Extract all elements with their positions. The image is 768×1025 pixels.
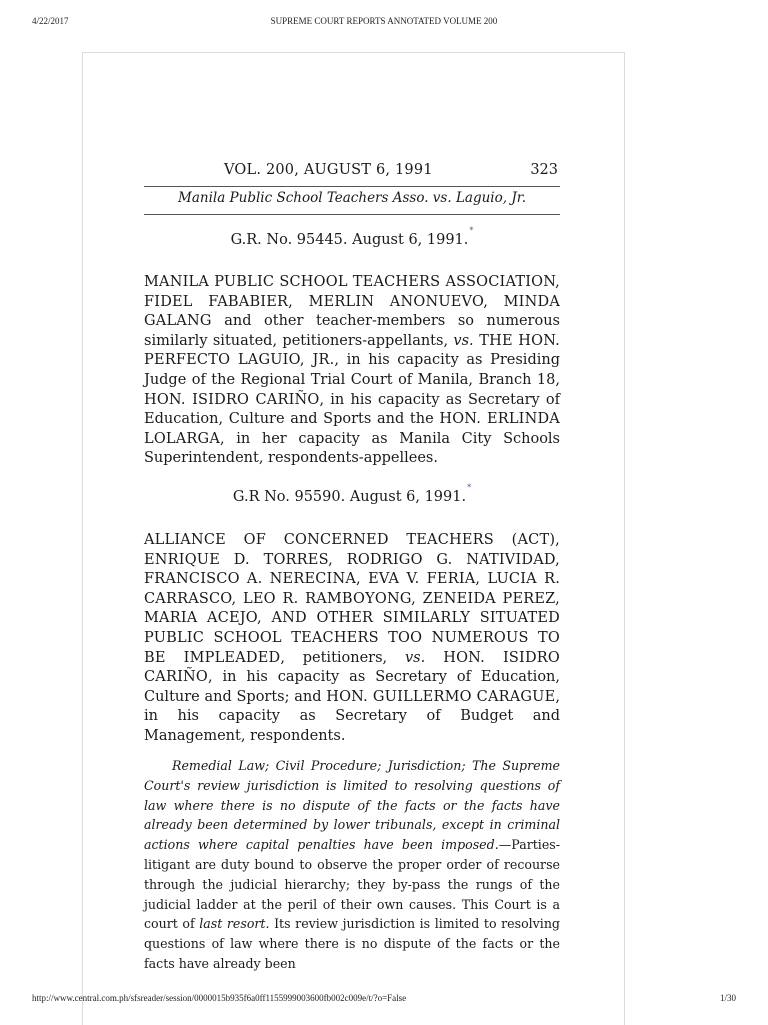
parties-text-2c: , in his capacity as Secretary of Budget and Management, respondents. (144, 688, 560, 744)
page-number: 323 (530, 162, 558, 178)
respondent-name-1a: THE HON. PERFECTO LAGUIO, JR. (144, 332, 560, 369)
print-page-count: 1/30 (719, 993, 736, 1003)
syllabus-body-2: Its review jurisdiction is limited to resolving questions of law where there is no dispute of the facts or the facts have already been (144, 916, 560, 971)
gr-number-2-text: G.R No. 95590. August 6, 1991. (232, 489, 467, 505)
parties-case-1 (144, 273, 560, 469)
parties-text-2b: , in his capacity as Secretary of Education, Culture and Sports; and (144, 669, 560, 705)
syllabus-body-italic: last resort. (199, 916, 270, 932)
print-header (0, 16, 768, 30)
syllabus-paragraph (144, 756, 560, 974)
footnote-link-1[interactable]: * (469, 226, 474, 235)
parties-text-1d: , in her capacity as Manila City Schools Superintendent, respondents-appellees. (144, 430, 560, 467)
syllabus-body-1: —Parties-litigant are duty bound to observe the proper order of recourse through the judicial hierarchy; they by-pass the rungs of the judicial ladder at the peril of their own causes. This Court is a court of (144, 837, 560, 932)
respondent-name-2b: HON. GUILLERMO CARAGUE (326, 688, 556, 705)
gr-number-2 (144, 483, 560, 505)
print-url: http://www.central.com.ph/sfsreader/session/0000015b935f6a0ff1155999003600fb002c009e/t/?o=False (32, 993, 407, 1003)
header-rule-bottom (144, 214, 560, 215)
print-footer (0, 993, 768, 1007)
footnote-link-2[interactable]: * (467, 483, 472, 492)
print-document-title: SUPREME COURT REPORTS ANNOTATED VOLUME 200 (270, 16, 498, 26)
parties-case-2 (144, 531, 560, 747)
print-date: 4/22/2017 (32, 16, 69, 26)
gr-number-1 (144, 226, 560, 248)
header-rule-top (144, 186, 560, 187)
versus-2: vs. (404, 649, 426, 666)
versus-1: vs. (453, 332, 474, 349)
case-title: Manila Public School Teachers Asso. vs. Laguio, Jr. (178, 190, 526, 206)
parties-text-1a: and other teacher-members so numerous similarly situated, petitioners-appellants, (144, 313, 560, 349)
running-head (144, 162, 560, 186)
petitioners-names-2: ALLIANCE OF CONCERNED TEACHERS (ACT), ENRIQUE D. TORRES, RODRIGO G. NATIVIDAD, FRANCISCO A. NERECINA, EVA V. FERIA, LUCIA R. CARRASCO, LEO R. RAMBOYONG, ZENEIDA PEREZ, MARIA ACEJO, AND OTHER SIMILARLY SITUATED PUBLIC SCHOOL TEACHERS TOO NUMEROUS TO BE IMPLEADED (144, 532, 560, 666)
volume-date: VOL. 200, AUGUST 6, 1991 (224, 162, 433, 178)
respondent-name-1c: HON. ERLINDA LOLARGA (144, 411, 560, 447)
respondent-name-1b: HON. ISIDRO CARIÑO (144, 391, 320, 408)
petitioners-names-1: MANILA PUBLIC SCHOOL TEACHERS ASSOCIATION, FIDEL FABABIER, MERLIN ANONUEVO, MINDA GALANG (144, 274, 560, 330)
parties-text-1b: , in his capacity as Presiding Judge of the Regional Trial Court of Manila, Branch 18, (144, 352, 560, 388)
parties-text-2a: , petitioners, (280, 649, 405, 666)
respondent-name-2a: HON. ISIDRO CARIÑO (144, 649, 560, 686)
syllabus-headnote: Remedial Law; Civil Procedure; Jurisdiction; The Supreme Court's review jurisdiction is limited to resolving questions of law where there is no dispute of the facts or the facts have already been determined by lower tribunals, except in criminal actions where capital penalties have been imposed. (144, 758, 560, 853)
gr-number-1-text: G.R. No. 95445. August 6, 1991. (230, 232, 469, 248)
parties-text-1c: , in his capacity as Secretary of Education, Culture and Sports and the (144, 391, 560, 428)
